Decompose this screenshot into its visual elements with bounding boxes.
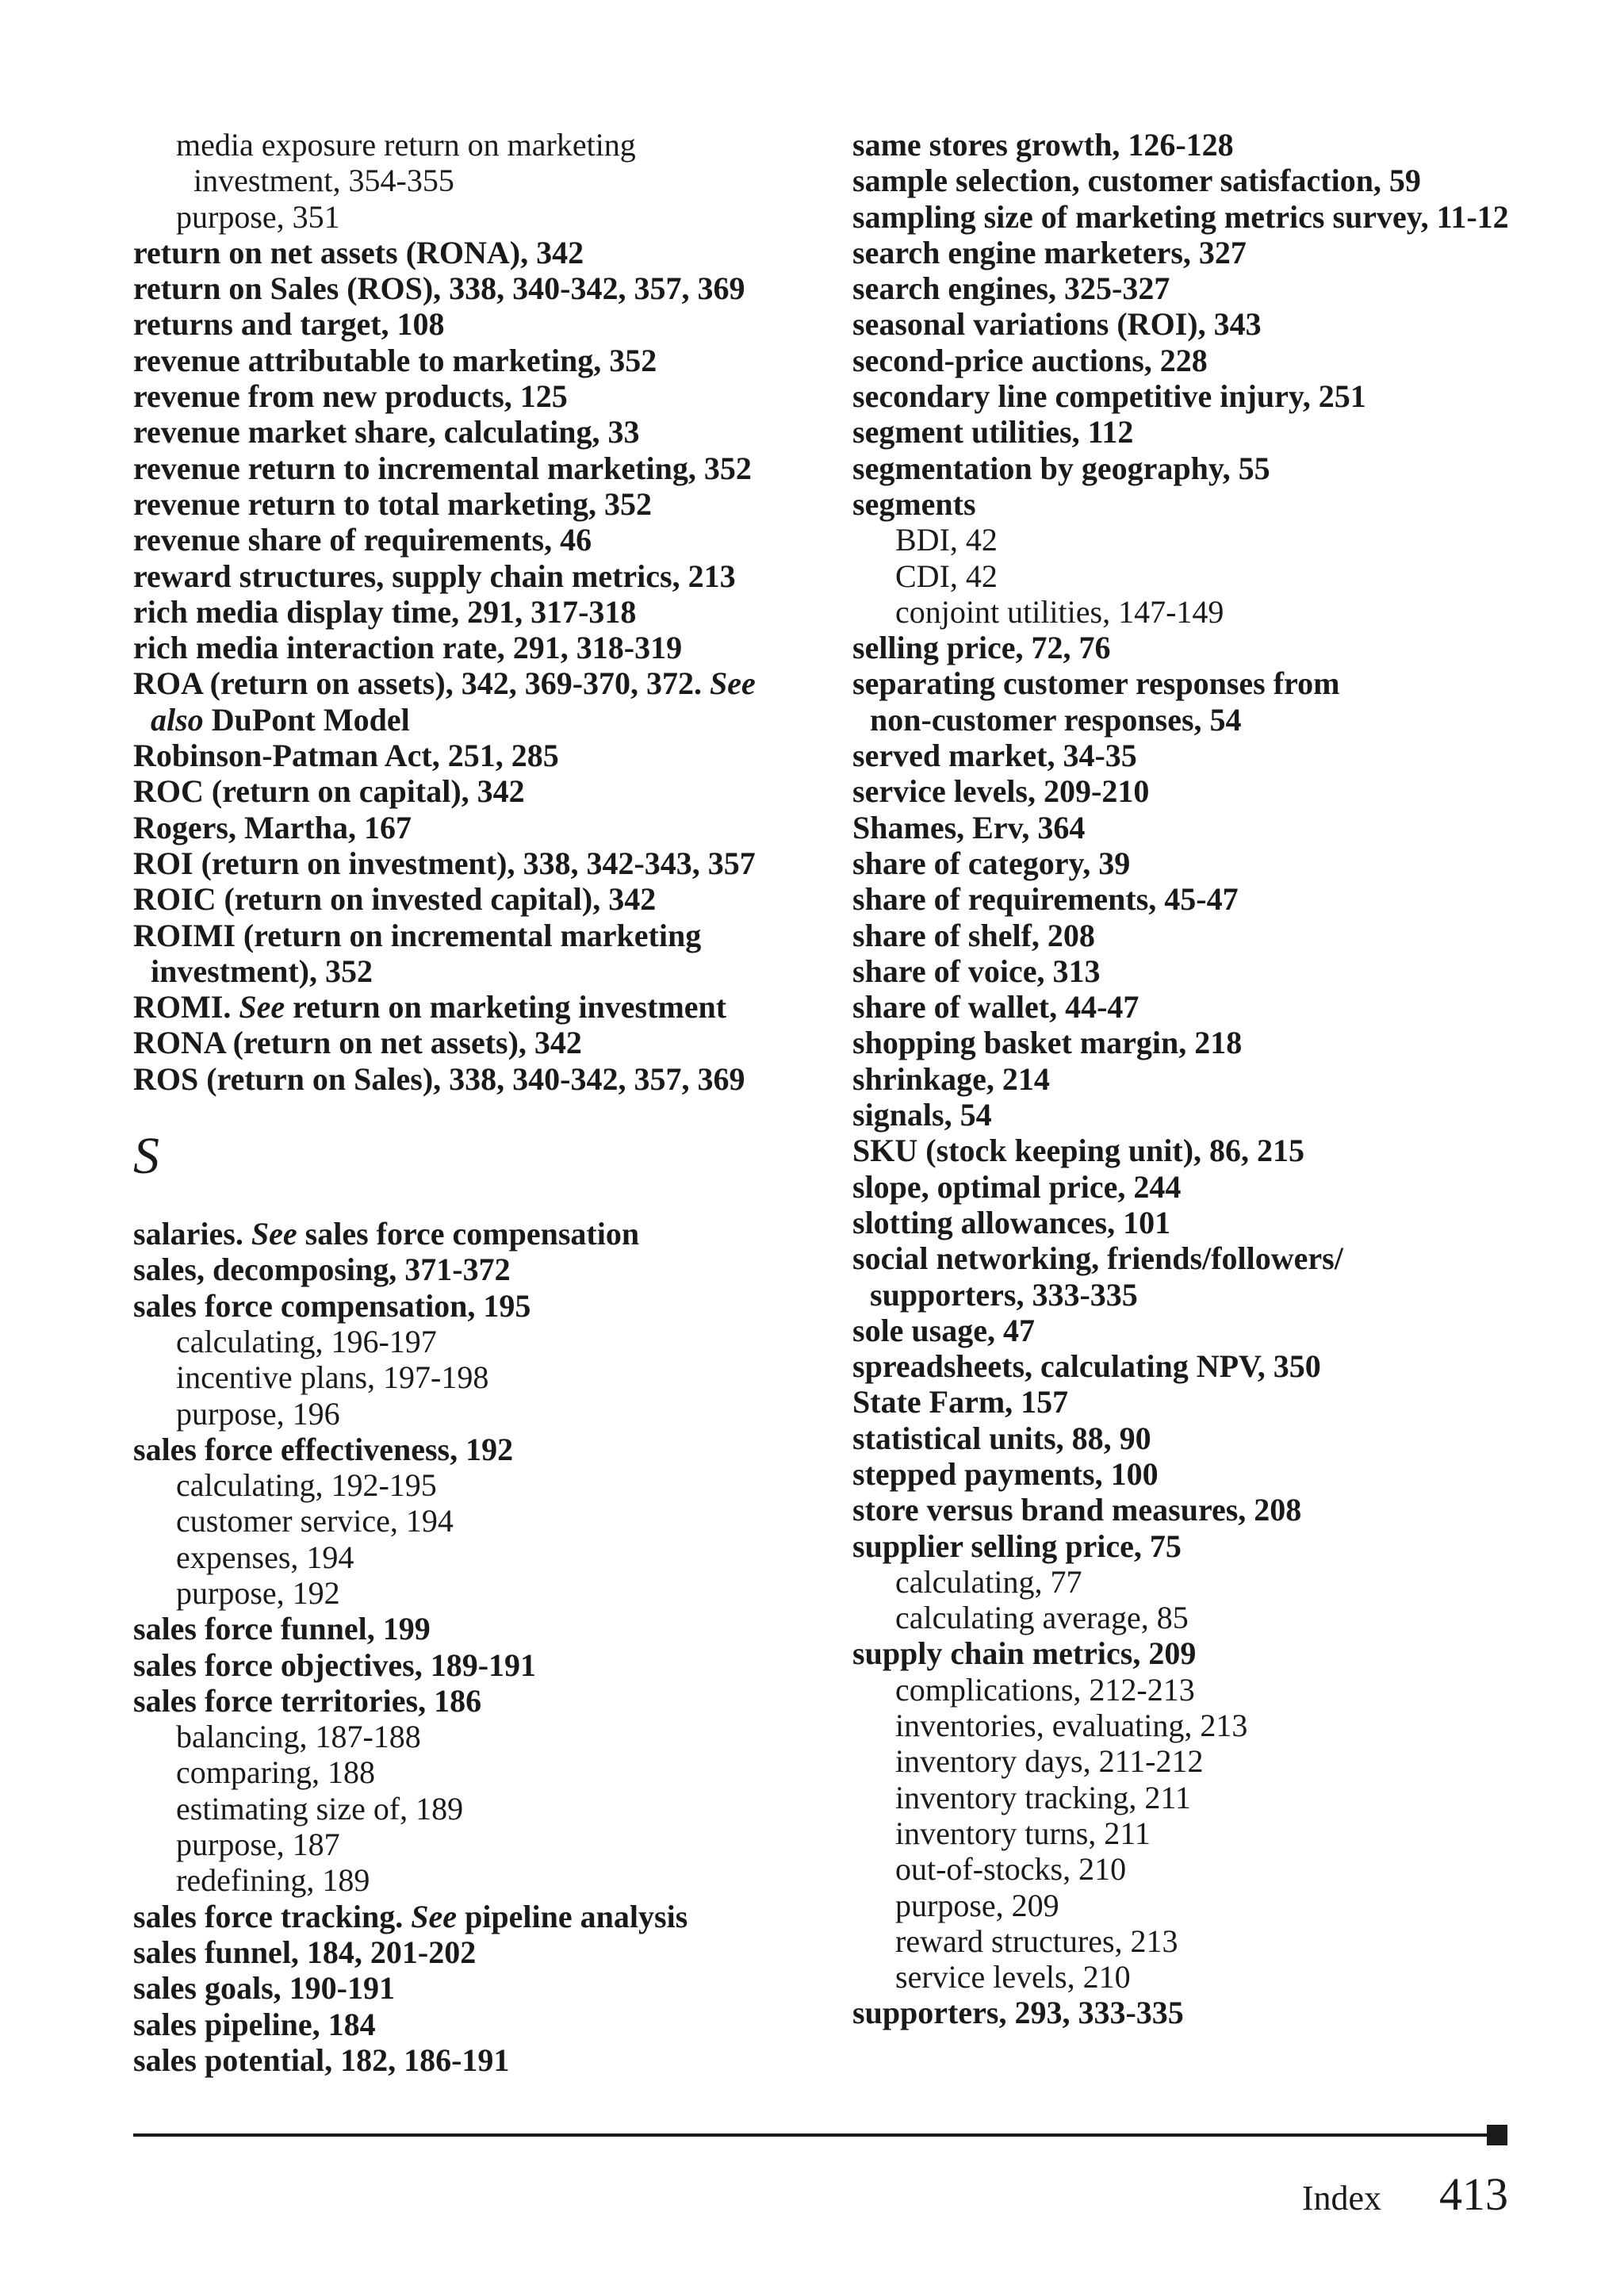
index-main-entry: segments: [852, 485, 976, 522]
footer-square-marker: [1487, 2125, 1507, 2145]
index-main-entry: revenue from new products, 125: [133, 378, 568, 415]
index-main-entry: share of voice, 313: [852, 953, 1101, 989]
index-main-entry: revenue attributable to marketing, 352: [133, 342, 657, 378]
index-main-entry: segmentation by geography, 55: [852, 450, 1270, 486]
index-entry-continuation: supporters, 333-335: [870, 1276, 1138, 1313]
index-sub-entry: purpose, 192: [176, 1574, 340, 1611]
index-main-entry: service levels, 209-210: [852, 773, 1150, 810]
index-main-entry: share of category, 39: [852, 845, 1131, 881]
index-main-entry: revenue return to total marketing, 352: [133, 485, 652, 522]
index-main-entry: shrinkage, 214: [852, 1060, 1050, 1097]
index-main-entry: slotting allowances, 101: [852, 1204, 1171, 1240]
entry-text: salaries.: [133, 1216, 251, 1252]
index-main-entry: sales, decomposing, 371-372: [133, 1252, 511, 1288]
index-main-entry: seasonal variations (ROI), 343: [852, 306, 1262, 343]
index-main-entry: revenue market share, calculating, 33: [133, 414, 640, 450]
index-main-entry: ROS (return on Sales), 338, 340-342, 357, 369: [133, 1060, 745, 1097]
index-main-entry: second-price auctions, 228: [852, 342, 1208, 378]
page-number: 413: [1439, 2168, 1508, 2220]
index-main-entry: revenue share of requirements, 46: [133, 522, 592, 558]
entry-text: ROA (return on assets), 342, 369-370, 372.: [133, 665, 710, 702]
index-sub-entry: redefining, 189: [176, 1862, 370, 1899]
index-main-entry: search engine marketers, 327: [852, 234, 1247, 270]
index-main-entry: rich media display time, 291, 317-318: [133, 593, 637, 630]
index-main-entry: revenue return to incremental marketing, 352: [133, 450, 752, 486]
index-main-entry: [133, 665, 831, 701]
index-sub-entry: purpose, 351: [176, 198, 340, 235]
index-main-entry: share of shelf, 208: [852, 917, 1095, 953]
index-main-entry: SKU (stock keeping unit), 86, 215: [852, 1133, 1305, 1169]
index-sub-entry: calculating, 192-195: [176, 1467, 437, 1504]
index-main-entry: same stores growth, 126-128: [852, 127, 1234, 163]
index-sub-entry: estimating size of, 189: [176, 1790, 464, 1827]
index-sub-entry: purpose, 209: [895, 1887, 1059, 1923]
index-main-entry: return on Sales (ROS), 338, 340-342, 357, 369: [133, 270, 745, 307]
index-main-entry: sales funnel, 184, 201-202: [133, 1934, 477, 1970]
index-main-entry: sales goals, 190-191: [133, 1970, 395, 2007]
index-main-entry: reward structures, supply chain metrics, 213: [133, 558, 736, 594]
index-main-entry: Shames, Erv, 364: [852, 809, 1086, 845]
index-main-entry: rich media interaction rate, 291, 318-319: [133, 630, 683, 666]
index-main-entry: sales force territories, 186: [133, 1682, 482, 1719]
index-main-entry: share of requirements, 45-47: [852, 881, 1239, 918]
index-sub-entry-continuation: investment, 354-355: [193, 163, 454, 199]
index-entry-continuation: non-customer responses, 54: [870, 701, 1242, 738]
index-entry-continuation: investment), 352: [151, 953, 373, 989]
section-letter-heading: S: [133, 1127, 159, 1186]
index-main-entry: sales force compensation, 195: [133, 1287, 531, 1324]
index-column-left: [133, 127, 831, 2078]
footer-rule: [133, 2133, 1487, 2137]
index-sub-entry: media exposure return on marketing: [176, 127, 636, 163]
index-sub-entry: calculating average, 85: [895, 1600, 1189, 1636]
index-sub-entry: inventories, evaluating, 213: [895, 1708, 1248, 1744]
index-main-entry: supporters, 293, 333-335: [852, 1995, 1184, 2031]
index-main-entry: sample selection, customer satisfaction, 59: [852, 163, 1421, 199]
index-main-entry: supplier selling price, 75: [852, 1528, 1182, 1564]
index-main-entry: sales potential, 182, 186-191: [133, 2041, 510, 2078]
index-main-entry: segment utilities, 112: [852, 414, 1134, 450]
index-main-entry: ROI (return on investment), 338, 342-343, 357: [133, 845, 756, 881]
entry-text: sales force compensation: [297, 1216, 640, 1252]
index-column-right: [852, 127, 1566, 2031]
index-sub-entry: conjoint utilities, 147-149: [895, 593, 1224, 630]
index-sub-entry: purpose, 196: [176, 1395, 340, 1432]
index-main-entry: share of wallet, 44-47: [852, 989, 1139, 1025]
index-main-entry: sole usage, 47: [852, 1312, 1035, 1348]
index-sub-entry: incentive plans, 197-198: [176, 1359, 489, 1396]
entry-text: return on marketing investment: [285, 989, 727, 1025]
entry-text: DuPont Model: [203, 701, 410, 738]
index-main-entry: sales force effectiveness, 192: [133, 1431, 514, 1467]
index-main-entry: selling price, 72, 76: [852, 630, 1111, 666]
index-sub-entry: calculating, 196-197: [176, 1323, 437, 1359]
index-main-entry: ROC (return on capital), 342: [133, 773, 525, 810]
index-main-entry: sales force objectives, 189-191: [133, 1647, 537, 1683]
index-main-entry: secondary line competitive injury, 251: [852, 378, 1366, 415]
index-main-entry: State Farm, 157: [852, 1384, 1069, 1420]
index-sub-entry: CDI, 42: [895, 558, 998, 594]
see-reference: See: [411, 1898, 458, 1934]
index-sub-entry: inventory tracking, 211: [895, 1779, 1191, 1815]
index-main-entry: sales force funnel, 199: [133, 1611, 431, 1647]
index-main-entry: sales pipeline, 184: [133, 2006, 376, 2042]
footer-section-label: Index: [1301, 2179, 1381, 2218]
index-sub-entry: purpose, 187: [176, 1827, 340, 1863]
index-main-entry: sampling size of marketing metrics survey, 11-12: [852, 198, 1509, 235]
index-sub-entry: inventory days, 211-212: [895, 1743, 1204, 1780]
index-sub-entry: comparing, 188: [176, 1754, 376, 1791]
index-sub-entry: service levels, 210: [895, 1959, 1131, 1995]
entry-text: sales force tracking.: [133, 1898, 412, 1934]
index-main-entry: slope, optimal price, 244: [852, 1168, 1182, 1205]
index-main-entry: statistical units, 88, 90: [852, 1420, 1151, 1456]
index-sub-entry: BDI, 42: [895, 522, 998, 558]
index-main-entry: [133, 1899, 831, 1934]
index-main-entry: shopping basket margin, 218: [852, 1025, 1243, 1061]
index-main-entry: social networking, friends/followers/: [852, 1240, 1343, 1277]
see-reference: also: [151, 701, 204, 738]
see-reference: See: [251, 1216, 297, 1252]
index-main-entry: served market, 34-35: [852, 738, 1137, 774]
index-sub-entry: inventory turns, 211: [895, 1815, 1151, 1851]
index-main-entry: returns and target, 108: [133, 306, 445, 343]
index-main-entry: return on net assets (RONA), 342: [133, 234, 584, 270]
index-sub-entry: balancing, 187-188: [176, 1719, 421, 1755]
index-main-entry: search engines, 325-327: [852, 270, 1170, 307]
see-reference: See: [710, 665, 756, 702]
index-main-entry: signals, 54: [852, 1097, 992, 1133]
index-main-entry: ROIC (return on invested capital), 342: [133, 881, 657, 918]
index-sub-entry: complications, 212-213: [895, 1671, 1195, 1708]
index-main-entry: stepped payments, 100: [852, 1455, 1159, 1492]
index-sub-entry: customer service, 194: [176, 1503, 454, 1539]
index-main-entry: separating customer responses from: [852, 665, 1340, 702]
index-main-entry: Robinson-Patman Act, 251, 285: [133, 738, 559, 774]
index-sub-entry: expenses, 194: [176, 1539, 354, 1575]
index-main-entry: spreadsheets, calculating NPV, 350: [852, 1348, 1321, 1385]
index-entry-continuation: [133, 702, 831, 738]
entry-text: pipeline analysis: [457, 1898, 688, 1934]
index-sub-entry: reward structures, 213: [895, 1923, 1178, 1959]
see-reference: See: [239, 989, 285, 1025]
index-main-entry: [133, 1216, 831, 1252]
index-main-entry: ROIMI (return on incremental marketing: [133, 917, 702, 953]
index-sub-entry: out-of-stocks, 210: [895, 1851, 1127, 1888]
entry-text: ROMI.: [133, 989, 239, 1025]
index-main-entry: Rogers, Martha, 167: [133, 809, 412, 845]
index-main-entry: [133, 989, 831, 1025]
index-main-entry: supply chain metrics, 209: [852, 1635, 1197, 1672]
index-main-entry: store versus brand measures, 208: [852, 1492, 1302, 1528]
index-main-entry: RONA (return on net assets), 342: [133, 1025, 582, 1061]
index-sub-entry: calculating, 77: [895, 1563, 1082, 1600]
